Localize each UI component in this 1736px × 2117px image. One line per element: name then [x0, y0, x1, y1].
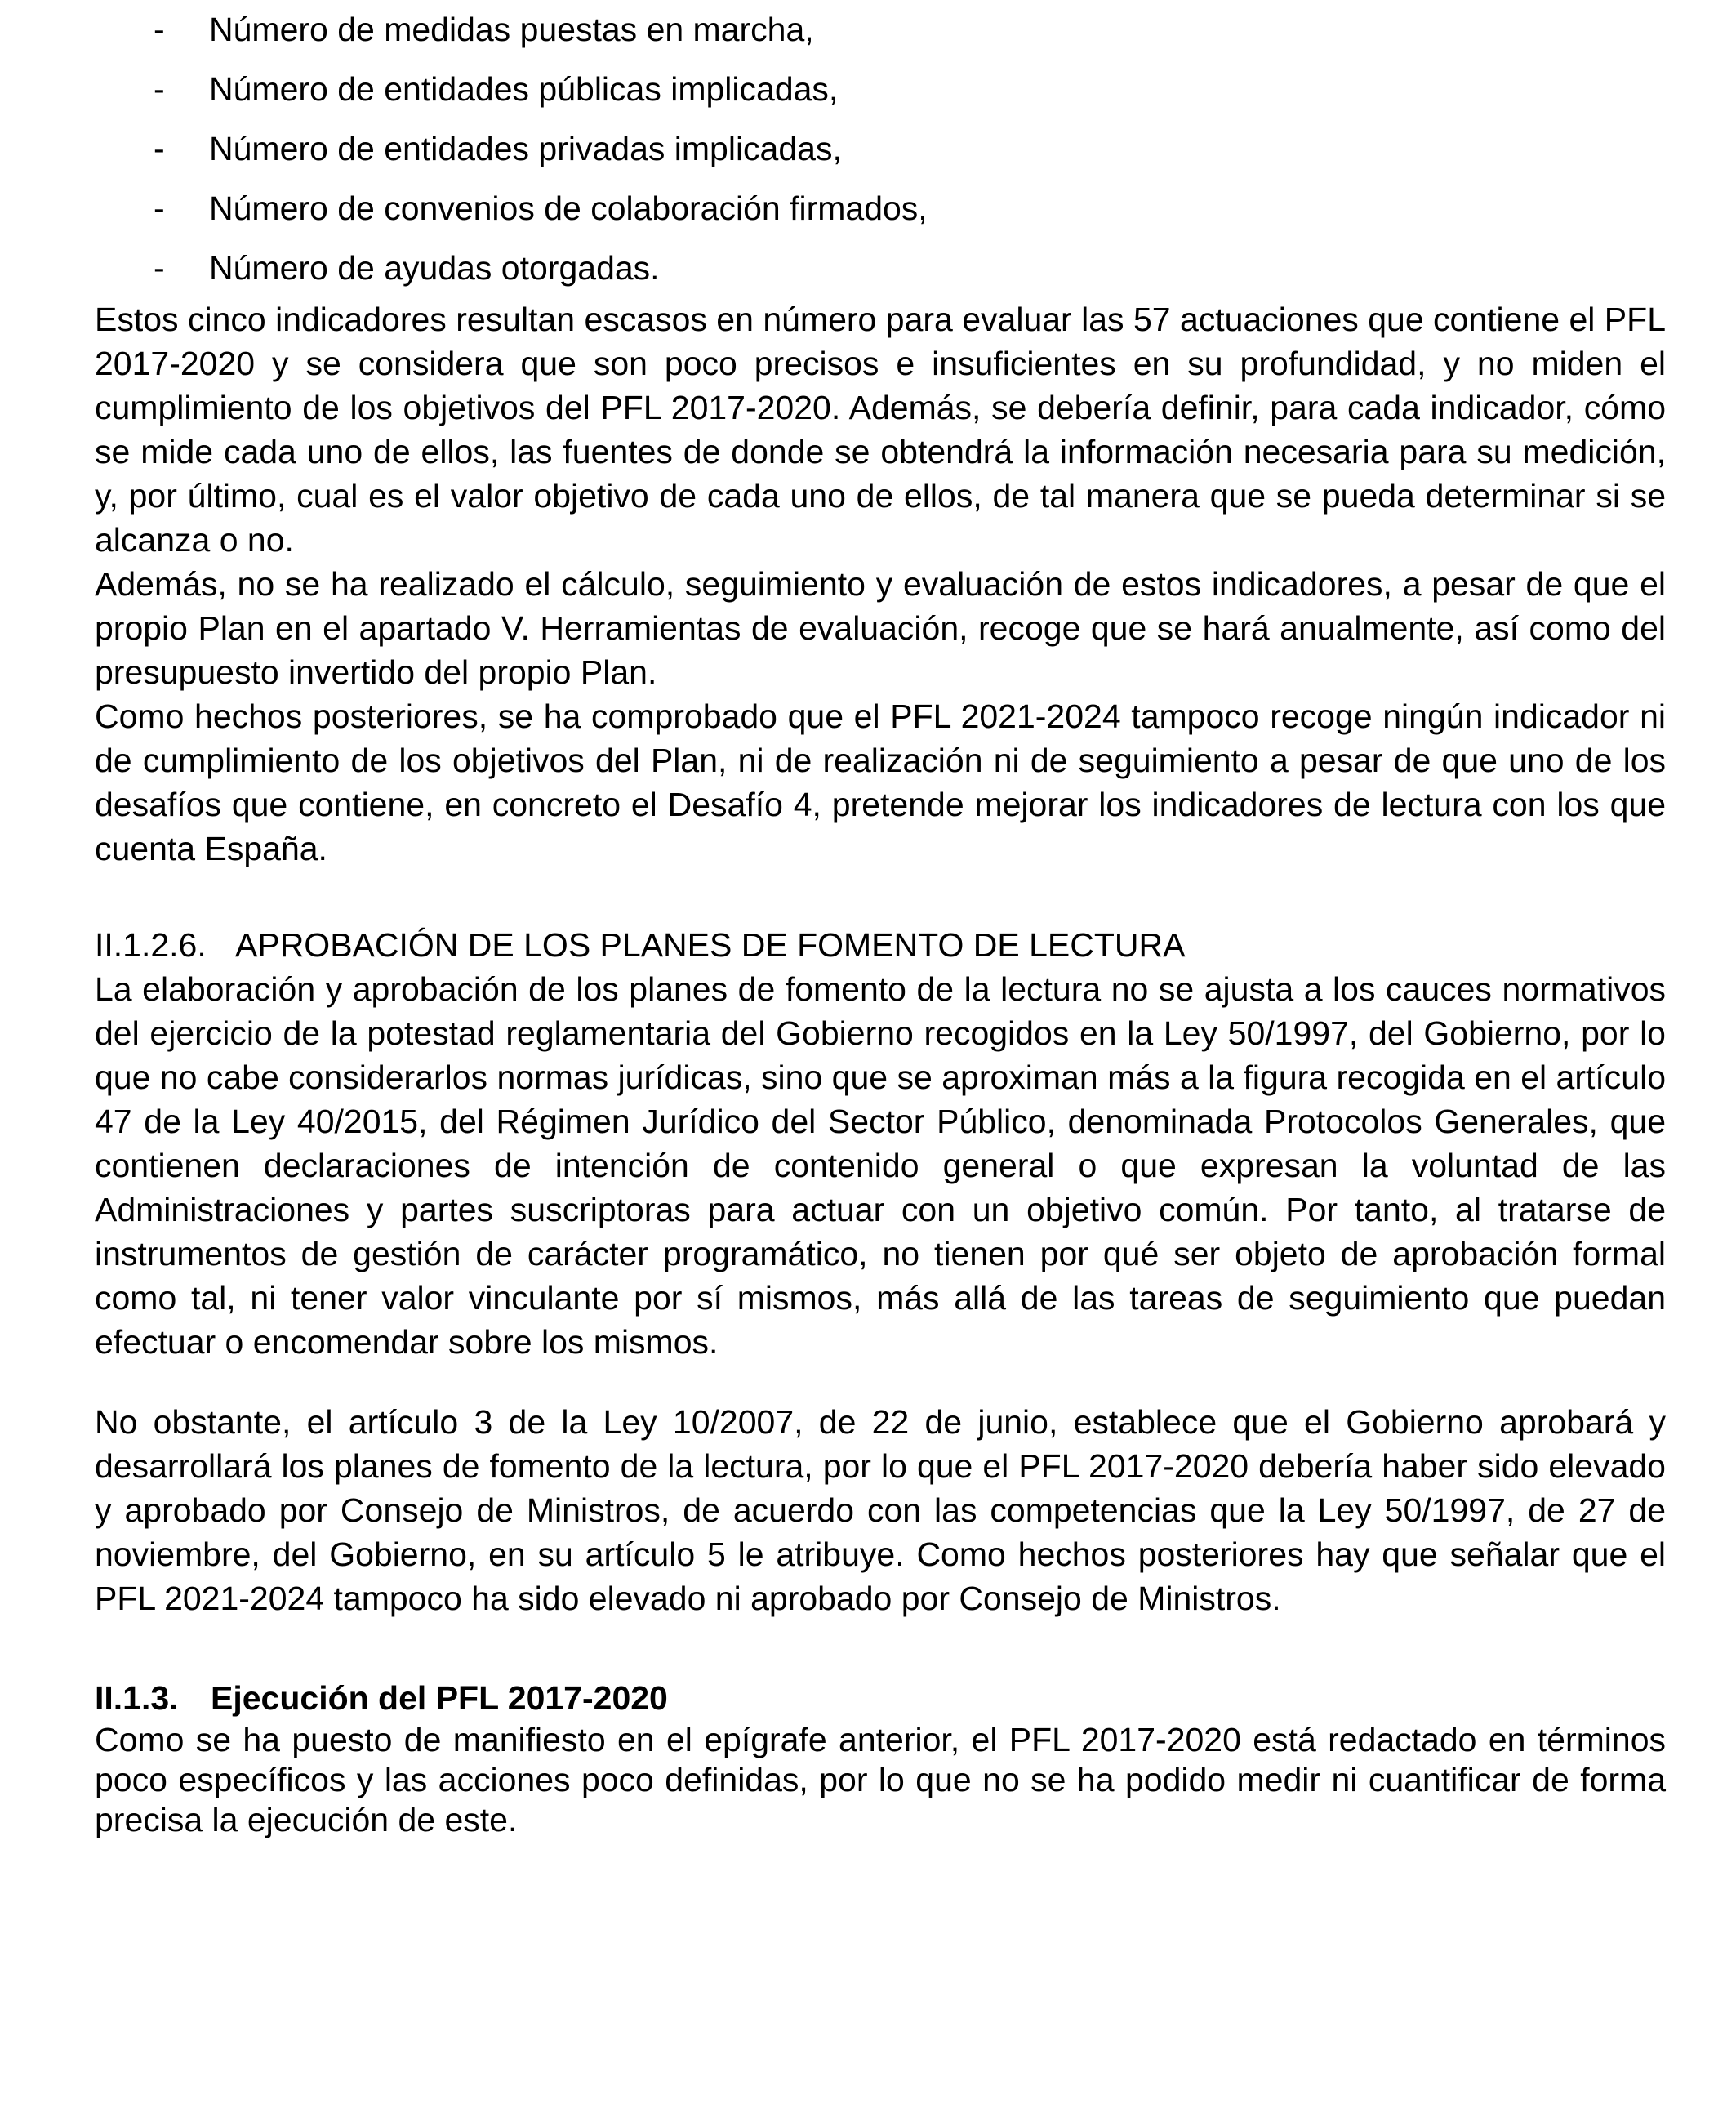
- list-item: [95, 247, 1666, 292]
- paragraph-council-approval: No obstante, el artículo 3 de la Ley 10/2007, de 22 de junio, establece que el Gobierno aprobará y desarrollará los planes de fomento de la lectura, por lo que el PFL 2017-2020 debería haber sido elevado y aprobado por Consejo de Ministros, de acuerdo con las competencias que la Ley 50/1997, de 27 de noviembre, del Gobierno, en su artículo 5 le atribuye. Como hechos posteriores hay que señalar que el PFL 2021-2024 tampoco ha sido elevado ni aprobado por Consejo de Ministros.: [95, 1403, 1666, 1617]
- list-item-text: Número de ayudas otorgadas.: [209, 249, 660, 287]
- section-title: Ejecución del PFL 2017-2020: [211, 1679, 668, 1717]
- bullet-dash: -: [154, 70, 165, 108]
- list-item: [95, 8, 1666, 68]
- list-item: [95, 68, 1666, 127]
- list-item-text: Número de entidades privadas implicadas,: [209, 130, 842, 167]
- document-page: [95, 8, 1666, 1840]
- list-item: [95, 127, 1666, 187]
- bullet-dash: -: [154, 189, 165, 227]
- paragraph-indicators-assessment: Estos cinco indicadores resultan escasos en número para evaluar las 57 actuaciones que contiene el PFL 2017-2020 y se considera que son poco precisos e insuficientes en su profundidad, y no miden el cumplimiento de los objetivos del PFL 2017-2020. Además, se debería definir, para cada indicador, cómo se mide cada uno de ellos, las fuentes de donde se obtendrá la información necesaria para su medición, y, por último, cual es el valor objetivo de cada uno de ellos, de tal manera que se pueda determinar si se alcanza o no.: [95, 301, 1666, 559]
- list-item-text: Número de entidades públicas implicadas,: [209, 70, 839, 108]
- section-heading: [95, 1676, 1666, 1720]
- indicator-list: [95, 8, 1666, 292]
- paragraph-plan-approval: La elaboración y aprobación de los planes de fomento de la lectura no se ajusta a los cauces normativos del ejercicio de la potestad reglamentaria del Gobierno recogidos en la Ley 50/1997, del Gobierno, por lo que no cabe considerarlos normas jurídicas, sino que se aproximan más a la figura recogida en el artículo 47 de la Ley 40/2015, del Régimen Jurídico del Sector Público, denominada Protocolos Generales, que contienen declaraciones de intención de contenido general o que expresan la voluntad de las Administraciones y partes suscriptoras para actuar con un objetivo común. Por tanto, al tratarse de instrumentos de gestión de carácter programático, no tienen por qué ser objeto de aprobación formal como tal, ni tener valor vinculante por sí mismos, más allá de las tareas de seguimiento que puedan efectuar o encomendar sobre los mismos.: [95, 970, 1666, 1361]
- bullet-dash: -: [154, 249, 165, 287]
- subsection-title: APROBACIÓN DE LOS PLANES DE FOMENTO DE LECTURA: [235, 926, 1186, 964]
- subsection-heading: [95, 923, 1666, 967]
- paragraph-later-events: Como hechos posteriores, se ha comprobado que el PFL 2021-2024 tampoco recoge ningún indicador ni de cumplimiento de los objetivos del Plan, ni de realización ni de seguimiento a pesar de que uno de los desafíos que contiene, en concreto el Desafío 4, pretende mejorar los indicadores de lectura con los que cuenta España.: [95, 697, 1666, 867]
- list-item-text: Número de convenios de colaboración firmados,: [209, 189, 928, 227]
- paragraph-no-evaluation: Además, no se ha realizado el cálculo, seguimiento y evaluación de estos indicadores, a pesar de que el propio Plan en el apartado V. Herramientas de evaluación, recoge que se hará anualmente, así como del presupuesto invertido del propio Plan.: [95, 565, 1666, 691]
- bullet-dash: -: [154, 11, 165, 48]
- subsection-number: II.1.2.6.: [95, 926, 207, 964]
- section-number: II.1.3.: [95, 1679, 179, 1717]
- bullet-dash: -: [154, 130, 165, 167]
- list-item-text: Número de medidas puestas en marcha,: [209, 11, 814, 48]
- paragraph-execution: Como se ha puesto de manifiesto en el epígrafe anterior, el PFL 2017-2020 está redactado en términos poco específicos y las acciones poco definidas, por lo que no se ha podido medir ni cuantificar de forma precisa la ejecución de este.: [95, 1721, 1666, 1838]
- list-item: [95, 187, 1666, 247]
